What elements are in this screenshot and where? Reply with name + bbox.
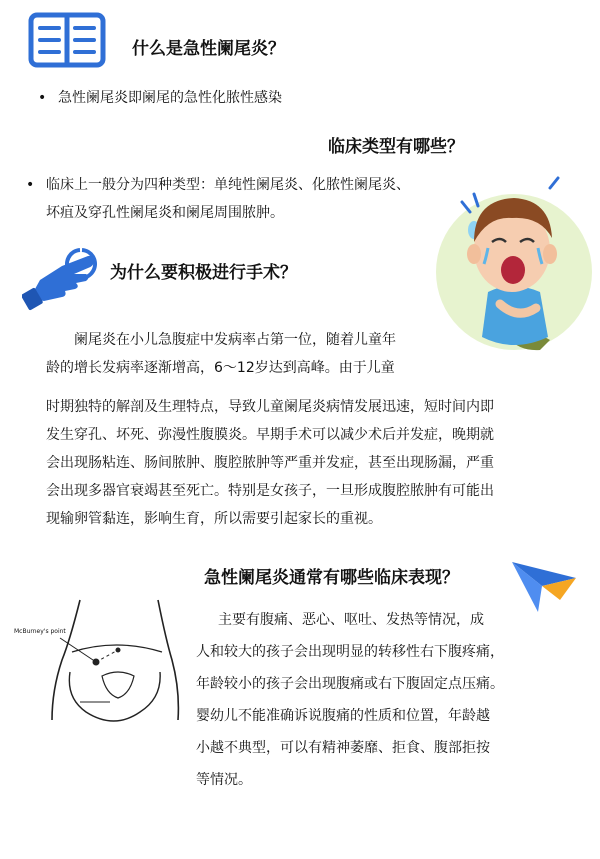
- section4-line: 等情况。: [196, 772, 252, 788]
- section1-bullet: • 急性阑尾炎即阑尾的急性化脓性感染: [58, 84, 282, 112]
- book-icon: [28, 12, 106, 68]
- section3-line: 会出现肠粘连、肠间脓肿、腹腔脓肿等严重并发症，甚至出现肠漏，严重: [46, 455, 494, 471]
- abdomen-diagram: [20, 592, 180, 730]
- section4-line: 婴幼儿不能准确诉说腹痛的性质和位置，年龄越: [196, 708, 490, 724]
- pointing-hand-icon: [22, 240, 106, 312]
- section2-bullet-line1: • 临床上一般分为四种类型：单纯性阑尾炎、化脓性阑尾炎、: [46, 171, 410, 199]
- section3-line: 现输卵管黏连，影响生育，所以需要引起家长的重视。: [46, 511, 382, 527]
- section3-heading: 为什么要积极进行手术？: [110, 263, 297, 283]
- section3-line: 阑尾炎在小儿急腹症中发病率占第一位，随着儿童年: [74, 332, 396, 348]
- section4-heading: 急性阑尾炎通常有哪些临床表现？: [204, 568, 459, 588]
- section2-bullet-line2: 坏疽及穿孔性阑尾炎和阑尾周围脓肿。: [46, 205, 284, 221]
- section1-heading: 什么是急性阑尾炎？: [132, 39, 285, 59]
- section3-line: 会出现多器官衰竭甚至死亡。特别是女孩子，一旦形成腹腔脓肿有可能出: [46, 483, 494, 499]
- section3-line: 发生穿孔、坏死、弥漫性腹膜炎。早期手术可以减少术后并发症，晚期就: [46, 427, 494, 443]
- section4-line: 人和较大的孩子会出现明显的转移性右下腹疼痛，: [196, 644, 504, 660]
- section4-line: 主要有腹痛、恶心、呕吐、发热等情况，成: [218, 612, 484, 628]
- section3-line: 龄的增长发病率逐渐增高，6～12岁达到高峰。由于儿童: [46, 360, 395, 376]
- section2-heading: 临床类型有哪些？: [328, 137, 464, 157]
- mcburney-label: McBurney's point: [14, 628, 66, 635]
- section4-line: 年龄较小的孩子会出现腹痛或右下腹固定点压痛。: [196, 676, 504, 692]
- crying-boy-illustration: [430, 172, 595, 362]
- section4-line: 小越不典型，可以有精神萎靡、拒食、腹部拒按: [196, 740, 490, 756]
- paper-plane-icon: [508, 556, 580, 616]
- section3-line: 时期独特的解剖及生理特点，导致儿童阑尾炎病情发展迅速，短时间内即: [46, 399, 494, 415]
